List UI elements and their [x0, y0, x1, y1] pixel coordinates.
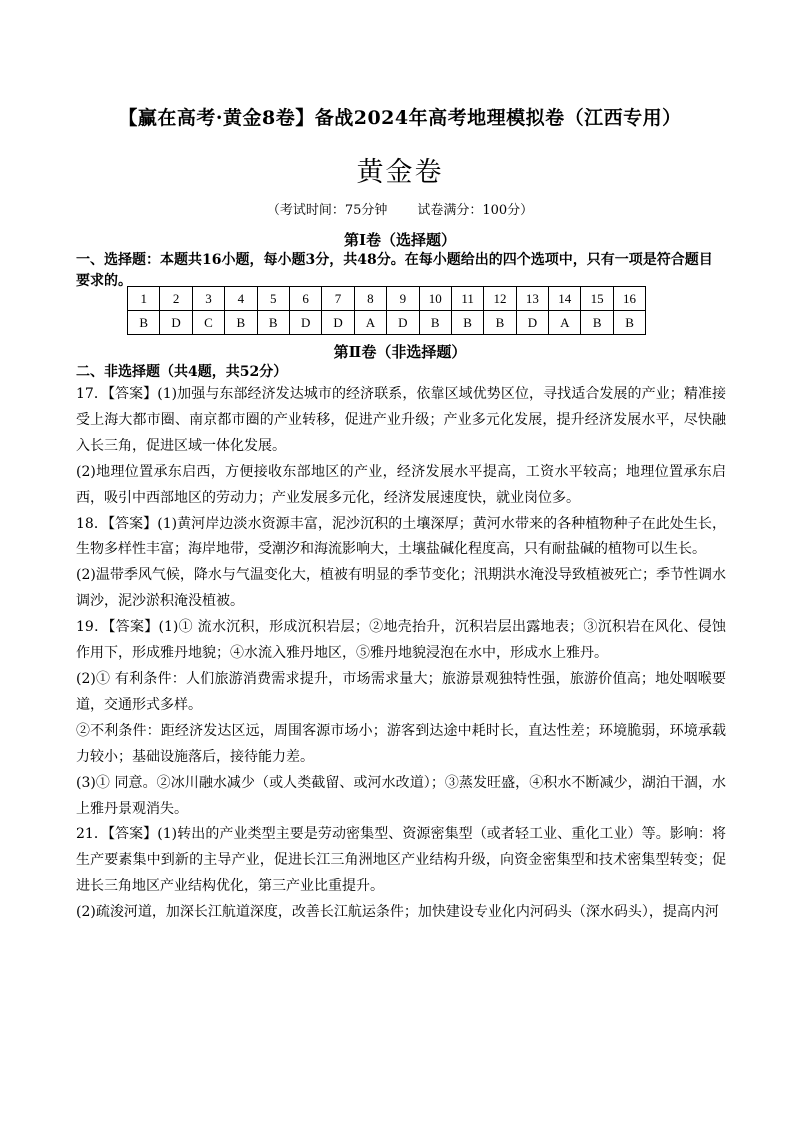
- section1-heading: 第Ⅰ卷（选择题）: [343, 231, 457, 249]
- answer-cell: A: [549, 311, 581, 335]
- answer-cell: B: [613, 311, 645, 335]
- question-number: 5: [257, 287, 289, 311]
- answer-cell: B: [257, 311, 289, 335]
- answer-cell: A: [354, 311, 386, 335]
- answer-paragraph: 21．【答案】(1)转出的产业类型主要是劳动密集型、资源密集型（或者轻工业、重化工业）等。影响：将生产要素集中到新的主导产业，促进长江三角洲地区产业结构升级，向资金密集型和技术密集型转变；促进长三角地区产业结构优化，第三产业比重提升。: [76, 826, 726, 895]
- answer-paragraph: ②不利条件：距经济发达区远，周围客源市场小；游客到达途中耗时长，直达性差；环境脆弱，环境承载力较小；基础设施落后，接待能力差。: [76, 722, 726, 765]
- answer-body: [76, 382, 726, 926]
- question-number: 10: [419, 287, 451, 311]
- answer-cell: B: [484, 311, 516, 335]
- answer-cell: D: [289, 311, 321, 335]
- answer-paragraph: (2)温带季风气候，降水与气温变化大，植被有明显的季节变化；汛期洪水淹没导致植被死亡；季节性调水调沙，泥沙淤积淹没植被。: [76, 567, 726, 610]
- answer-table-numbers-row: [128, 287, 646, 311]
- question-number: 11: [451, 287, 483, 311]
- document-subtitle: 黄金卷: [356, 157, 444, 188]
- answer-cell: D: [322, 311, 354, 335]
- answer-table-answers-row: [128, 311, 646, 335]
- answer-cell: B: [581, 311, 613, 335]
- question-number: 9: [387, 287, 419, 311]
- answer-paragraph: 17．【答案】(1)加强与东部经济发达城市的经济联系，依靠区域优势区位，寻找适合发展的产业；精准接受上海大都市圈、南京都市圈的产业转移，促进产业升级；产业多元化发展，提升经济发展水平，尽快融入长三角，促进区域一体化发展。: [76, 386, 726, 454]
- answer-paragraph: (2)① 有利条件：人们旅游消费需求提升，市场需求量大；旅游景观独特性强，旅游价值高；地处咽喉要道，交通形式多样。: [76, 670, 726, 713]
- exam-info: [0, 199, 800, 218]
- question-number: 7: [322, 287, 354, 311]
- answer-cell: D: [160, 311, 192, 335]
- question-number: 3: [192, 287, 224, 311]
- question-number: 13: [516, 287, 548, 311]
- answer-cell: B: [128, 311, 160, 335]
- answer-paragraph: (2)疏浚河道，加深长江航道深度，改善长江航运条件；加快建设专业化内河码头（深水码头），提高内河: [76, 904, 719, 921]
- question-number: 16: [613, 287, 645, 311]
- answer-cell: D: [516, 311, 548, 335]
- question-number: 1: [128, 287, 160, 311]
- answer-paragraph: 18．【答案】(1)黄河岸边淡水资源丰富，泥沙沉积的土壤深厚；黄河水带来的各种植物种子在此处生长，生物多样性丰富；海岸地带，受潮汐和海流影响大，土壤盐碱化程度高，只有耐盐碱的植物可以生长。: [76, 515, 726, 558]
- question-number: 12: [484, 287, 516, 311]
- answer-table: [127, 286, 646, 335]
- answer-cell: B: [225, 311, 257, 335]
- question-number: 2: [160, 287, 192, 311]
- section2-heading: 第Ⅱ卷（非选择题）: [333, 343, 467, 361]
- answer-cell: C: [192, 311, 224, 335]
- question-number: 4: [225, 287, 257, 311]
- section1-instructions: 一、选择题：本题共16小题，每小题3分，共48分。在每小题给出的四个选项中，只有一项是符合题目要求的。: [76, 252, 713, 289]
- question-number: 15: [581, 287, 613, 311]
- answer-paragraph: (3)① 同意。②冰川融水减少（或人类截留、或河水改道）；③蒸发旺盛，④积水不断减少，湖泊干涸，水上雅丹景观消失。: [76, 774, 726, 817]
- answer-paragraph: (2)地理位置承东启西，方便接收东部地区的产业，经济发展水平提高，工资水平较高；地理位置承东启西，吸引中西部地区的劳动力；产业发展多元化，经济发展速度快，就业岗位多。: [76, 463, 726, 506]
- question-number: 14: [549, 287, 581, 311]
- exam-score: 试卷满分：100分）: [417, 203, 534, 218]
- answer-cell: B: [451, 311, 483, 335]
- question-number: 6: [289, 287, 321, 311]
- answer-cell: D: [387, 311, 419, 335]
- exam-time: （考试时间：75分钟: [266, 203, 388, 218]
- document-title: 【赢在高考·黄金8卷】备战2024年高考地理模拟卷（江西专用）: [118, 107, 682, 129]
- section2-instructions: 二、非选择题（共4题，共52分）: [76, 364, 288, 380]
- answer-cell: B: [419, 311, 451, 335]
- question-number: 8: [354, 287, 386, 311]
- answer-paragraph: 19．【答案】(1)① 流水沉积，形成沉积岩层；②地壳抬升，沉积岩层出露地表；③沉积岩在风化、侵蚀作用下，形成雅丹地貌；④水流入雅丹地区，⑤雅丹地貌浸泡在水中，形成水上雅丹。: [76, 619, 726, 662]
